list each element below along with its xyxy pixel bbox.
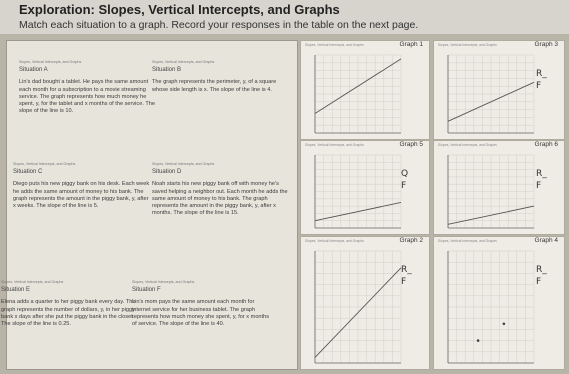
card-mini-heading: Slopes, Vertical Intercepts, and Graphs [13, 162, 76, 166]
card-mini-heading: Slopes, Vertical Intercepts, and Graphs [152, 60, 215, 64]
handwritten-answer: F [536, 277, 542, 287]
graph-6-panel [433, 140, 565, 235]
graph-title: Graph 3 [534, 41, 558, 48]
graph-plot [311, 249, 405, 367]
situation-label: Situation B [152, 67, 182, 74]
graph-plot-area [444, 249, 538, 372]
header-bar [0, 0, 569, 34]
situation-card-c [13, 161, 151, 210]
graph-mini-heading: Slopes, Vertical Intercepts, and Graphs [438, 143, 497, 147]
graph-2-panel [300, 236, 430, 370]
graph-mini-heading: Slopes, Vertical Intercepts, and Graphs [305, 43, 364, 47]
graph-mini-heading: Slopes, Vertical Intercepts, and Graphs [438, 239, 497, 243]
handwritten-answer: R_ [536, 169, 547, 179]
graph-point [503, 323, 506, 326]
graph-title: Graph 4 [534, 237, 558, 244]
graph-5-panel [300, 140, 430, 235]
handwritten-answer: F [536, 81, 542, 91]
graph-plot [311, 153, 405, 232]
handwritten-answer: F [401, 181, 407, 191]
situation-label: Situation A [19, 67, 48, 74]
graph-plot-area [311, 249, 405, 372]
situation-label: Situation C [13, 169, 43, 176]
situation-card-e [1, 279, 139, 328]
situation-text: Lin's mom pays the same amount each month for internet service for her business tablet. The graph represents how much money she spent, y, for x months of service. The slope of the line is 40. [132, 299, 270, 328]
handwritten-answer: R_ [536, 69, 547, 79]
card-mini-heading: Slopes, Vertical Intercepts, and Graphs [19, 60, 82, 64]
graph-title: Graph 5 [399, 141, 423, 148]
page-title: Exploration: Slopes, Vertical Intercepts, and Graphs [19, 2, 340, 17]
graph-4-panel [433, 236, 565, 370]
handwritten-answer: R_ [401, 265, 412, 275]
graph-mini-heading: Slopes, Vertical Intercepts, and Graphs [305, 143, 364, 147]
graph-3-panel [433, 40, 565, 140]
situation-text: Noah starts his new piggy bank off with money he's saved helping a neighbor out. Each month he adds the same amount of money to his bank. The graph represents the amount in the piggy bank, y, after x months. The slope of the line is 15. [152, 181, 288, 217]
graph-mini-heading: Slopes, Vertical Intercepts, and Graphs [438, 43, 497, 47]
situation-card-d [152, 161, 290, 217]
graph-plot [444, 153, 538, 232]
handwritten-answer: F [536, 181, 542, 191]
card-mini-heading: Slopes, Vertical Intercepts, and Graphs [1, 280, 64, 284]
handwritten-answer: Q [401, 169, 409, 179]
instructions: Match each situation to a graph. Record your responses in the table on the next page. [19, 19, 419, 31]
graph-title: Graph 1 [399, 41, 423, 48]
graph-point [477, 339, 480, 342]
graph-plot-area [311, 153, 405, 237]
situation-text: The graph represents the perimeter, y, of a square whose side length is x. The slope of the line is 4. [152, 79, 277, 93]
card-mini-heading: Slopes, Vertical Intercepts, and Graphs [152, 162, 215, 166]
graph-mini-heading: Slopes, Vertical Intercepts, and Graphs [305, 239, 364, 243]
graph-plot [444, 53, 538, 137]
situation-card-b [152, 59, 290, 94]
graph-plot-area [444, 53, 538, 142]
situations-sheet [1, 40, 298, 370]
situation-label: Situation D [152, 169, 182, 176]
graph-title: Graph 6 [534, 141, 558, 148]
card-mini-heading: Slopes, Vertical Intercepts, and Graphs [132, 280, 195, 284]
situation-text: Lin's dad bought a tablet. He pays the same amount each month for a subscription to a movie streaming service. The graph represents how much money he spent, y, for the tablet and x months of the service. The slope of the line is 10. [19, 79, 155, 115]
situation-text: Diego puts his new piggy bank on his desk. Each week he adds the same amount of money to his bank. The graph represents the amount in the piggy bank, y, after x weeks. The slope of the line is 5. [13, 181, 150, 210]
situation-label: Situation F [132, 287, 161, 294]
situation-text: Elena adds a quarter to her piggy bank every day. The graph represents the number of dollars, y, in her piggy bank x days after she put the piggy bank in the closet. The slope of the line is 0.25. [1, 299, 136, 328]
graph-title: Graph 2 [399, 237, 423, 244]
situation-card-a [19, 59, 157, 115]
situation-card-f [132, 279, 270, 328]
situation-label: Situation E [1, 287, 31, 294]
graph-plot-area [444, 153, 538, 237]
graph-1-panel [300, 40, 430, 140]
graph-plot [444, 249, 538, 367]
handwritten-answer: R_ [536, 265, 547, 275]
handwritten-answer: F [401, 277, 407, 287]
graph-plot [311, 53, 405, 137]
graph-plot-area [311, 53, 405, 142]
